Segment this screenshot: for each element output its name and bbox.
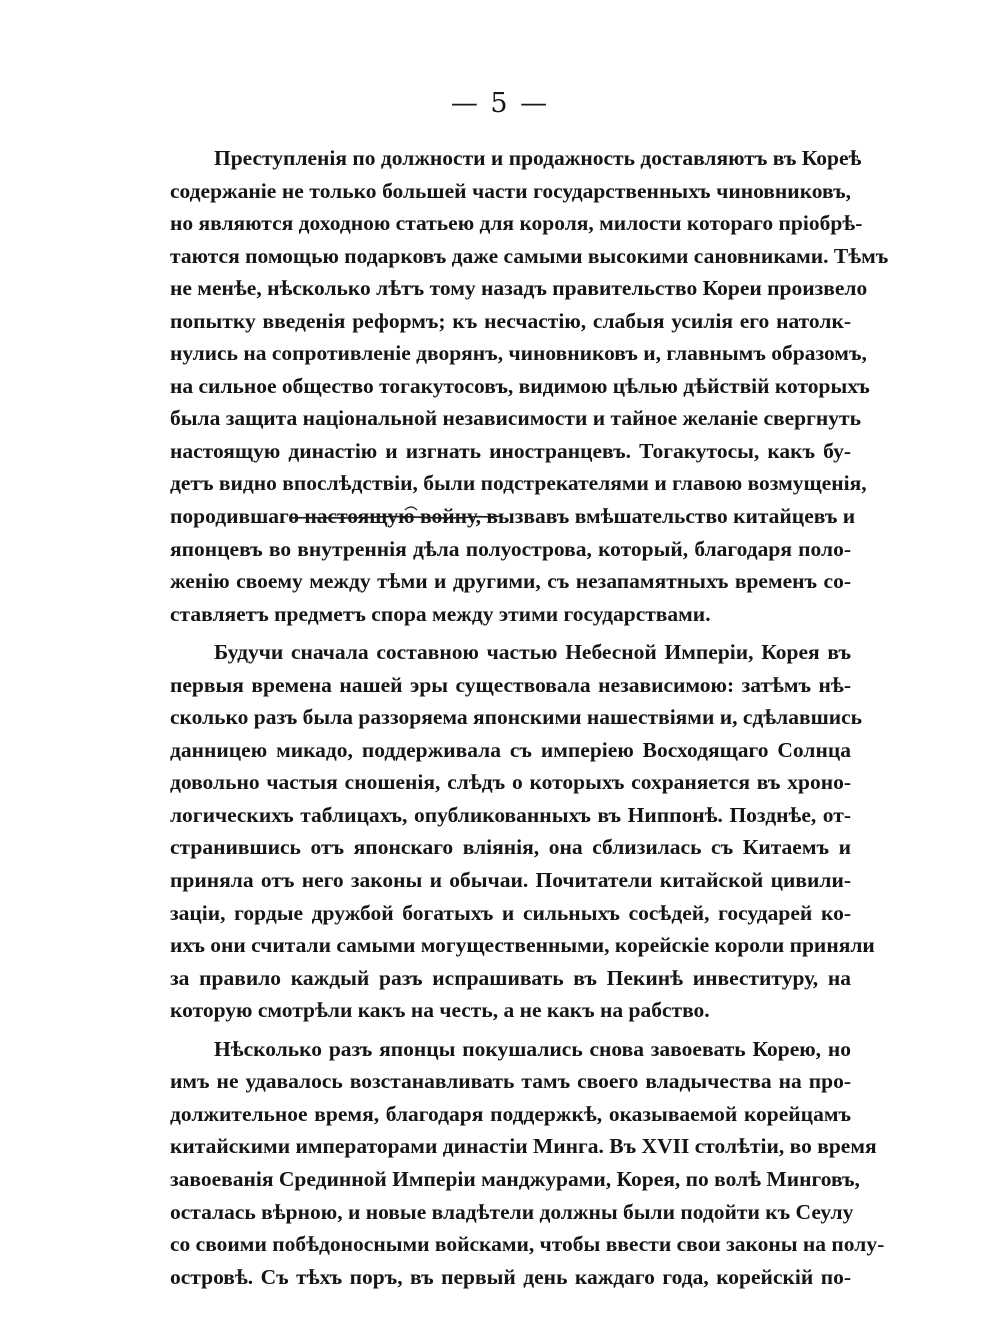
- text-line: Нѣсколько разъ японцы покушались снова завоевать Корею, но: [214, 1036, 851, 1061]
- text-line: островѣ. Съ тѣхъ поръ, въ первый день каждаго года, корейскій по-: [170, 1264, 851, 1289]
- text-line: нулись на сопротивленіе дворянъ, чиновниковъ и, главнымъ образомъ,: [170, 341, 867, 366]
- text-line: Будучи сначала составною частью Небесной Имперіи, Корея въ: [214, 640, 851, 665]
- page-number: — 5 —: [450, 88, 550, 119]
- text-line: довольно частыя сношенія, слѣдъ о которыхъ сохраняется въ хроно-: [170, 770, 851, 795]
- text-line: сколько разъ была раззоряема японскими нашествіями и, сдѣлавшись: [170, 705, 863, 730]
- text-line: осталась вѣрною, и новые владѣтели должны были подойти къ Сеулу: [170, 1199, 854, 1224]
- text-line: за правило каждый разъ испрашивать въ Пекинѣ инвеституру, на: [170, 965, 851, 990]
- text-line: не менѣе, нѣсколько лѣтъ тому назадъ правительство Кореи произвело: [170, 276, 868, 301]
- text-line: логическихъ таблицахъ, опубликованныхъ въ Ниппонѣ. Позднѣе, от-: [170, 802, 851, 827]
- text-line: приняла отъ него законы и обычаи. Почитатели китайской цивили-: [170, 868, 851, 893]
- text-line: но являются доходною статьею для короля, милости котораго пріобрѣ-: [170, 211, 863, 236]
- text-line: содержаніе не только большей части государственныхъ чиновниковъ,: [170, 178, 851, 203]
- text-body: [170, 142, 889, 1293]
- text-line: таются помощью подарковъ даже самыми высокими сановниками. Тѣмъ: [170, 243, 889, 268]
- paragraph: [170, 1033, 885, 1293]
- text-line: детъ видно впослѣдствіи, были подстрекателями и главою возмущенія,: [170, 471, 867, 496]
- text-line: японцевъ во внутреннія дѣла полуострова, который, благодаря поло-: [170, 536, 851, 561]
- text-line: должительное время, благодаря поддержкѣ, оказываемой корейцамъ: [170, 1101, 851, 1126]
- text-line: попытку введенія реформъ; къ несчастію, слабыя усилія его натолк-: [170, 308, 851, 333]
- text-line: данницею микадо, поддерживала съ имперіею Восходящаго Солнца: [170, 737, 851, 762]
- text-line: имъ не удавалось возстанавливать тамъ своего владычества на про-: [170, 1069, 851, 1094]
- text-line: заціи, гордые дружбой богатыхъ и сильныхъ сосѣдей, государей ко-: [170, 900, 851, 925]
- text-line: на сильное общество тогакутосовъ, видимою цѣлью дѣйствій которыхъ: [170, 373, 870, 398]
- text-line: странившись отъ японскаго вліянія, она сблизилась съ Китаемъ и: [170, 835, 851, 860]
- text-line: Преступленія по должности и продажность доставляютъ въ Кореѣ: [214, 146, 862, 170]
- text-line: ихъ они считали самыми могущественными, корейскіе короли приняли: [170, 933, 875, 958]
- text-line: настоящую династію и изгнать иностранцевъ. Тогакутосы, какъ бу-: [170, 438, 851, 463]
- text-line: со своими побѣдоносными войсками, чтобы ввести свои законы на полу-: [170, 1232, 885, 1257]
- text-line: ставляетъ предметъ спора между этими государствами.: [170, 601, 711, 626]
- text-line: китайскими императорами династіи Минга. Въ XVII столѣтіи, во время: [170, 1134, 877, 1159]
- text-line: была защита національной независимости и тайное желаніе свергнуть: [170, 406, 861, 431]
- text-line: первыя времена нашей эры существовала независимою: затѣмъ нѣ-: [170, 672, 851, 697]
- text-line: которую смотрѣли какъ на честь, а не какъ на рабство.: [170, 998, 710, 1023]
- text-line: женію своему между тѣми и другими, съ незапамятныхъ временъ со-: [170, 569, 851, 594]
- paragraph: [170, 636, 875, 1027]
- text-line: завоеванія Срединной Имперіи манджурами, Корея, по волѣ Минговъ,: [170, 1166, 860, 1191]
- text-line: породившаго настоящую войну, вызвавъ вмѣшательство китайцевъ и: [170, 504, 856, 529]
- paragraph: [170, 142, 889, 630]
